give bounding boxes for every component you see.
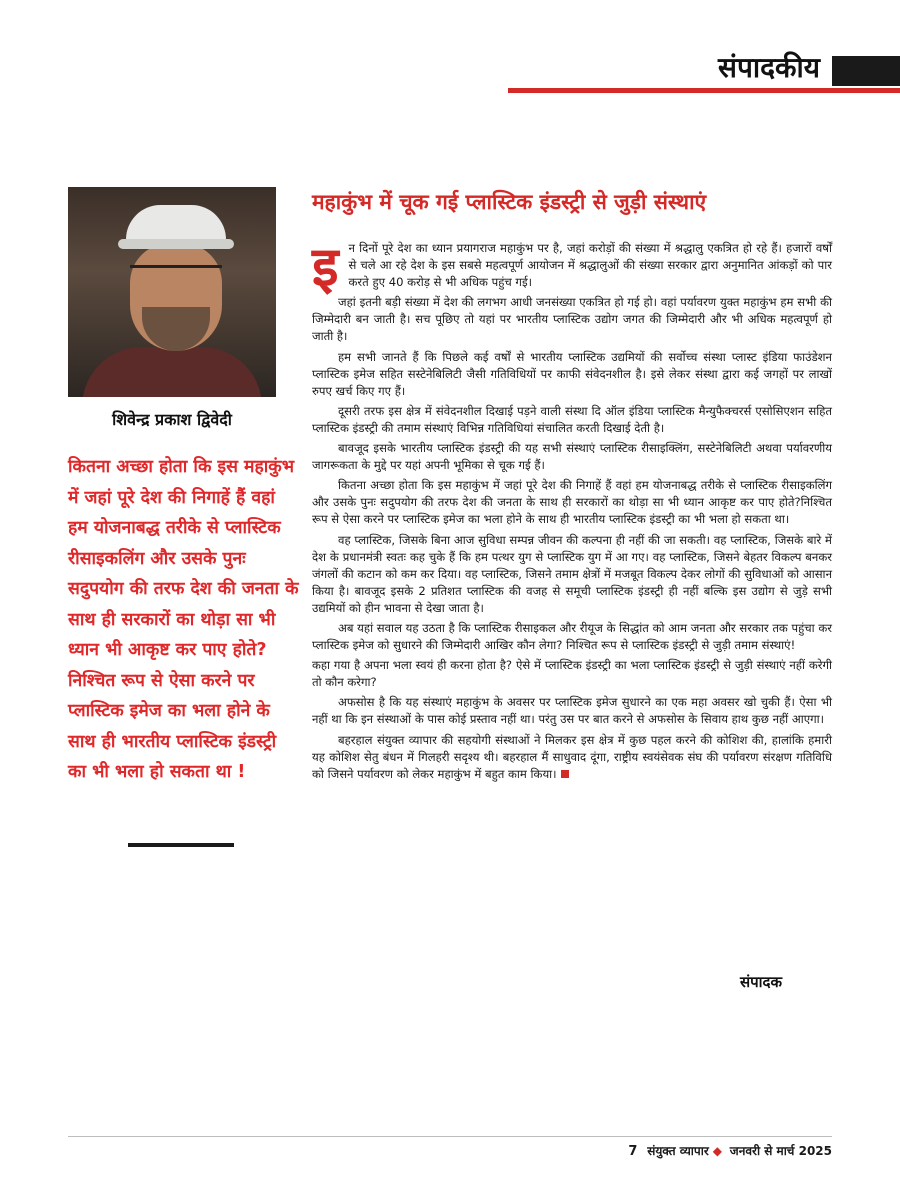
section-header xyxy=(508,48,900,94)
photo-glasses xyxy=(130,265,222,288)
end-mark-icon xyxy=(561,770,569,778)
footer-rule xyxy=(68,1136,832,1137)
page-footer xyxy=(628,1142,832,1159)
article-paragraph: जहां इतनी बड़ी संख्या में देश की लगभग आधी जनसंख्या एकत्रित हो गई हो। वहां पर्यावरण युक्त महाकुंभ हम सभी की जिम्मेदारी बन जाती है। सच पूछिए तो यहां पर भारतीय प्लास्टिक उद्योग जगत की जिम्मेदारी और भी अधिक महत्वपूर्ण हो जाती है। xyxy=(312,295,832,344)
header-block xyxy=(832,56,900,86)
photo-shirt xyxy=(82,347,262,397)
page-number: 7 xyxy=(628,1144,638,1159)
article-body xyxy=(312,235,832,786)
diamond-icon: ◆ xyxy=(712,1144,722,1158)
paragraph-text: बहरहाल संयुक्त व्यापार की सहयोगी संस्थाओं ने मिलकर इस क्षेत्र में कुछ पहल करने की कोशिश की, हालांकि हमारी यह कोशिश सेतु बंधन में गिलहरी सदृश्य थी। बहरहाल मैं साधुवाद दूंगा, राष्ट्रीय स्वयंसेवक संघ की पर्यावरण संरक्षण गतिविधि को जिसने पर्यावरण को लेकर महाकुंभ में बहुत काम किया। xyxy=(312,732,832,781)
author-name: शिवेन्द्र प्रकाश द्विवेदी xyxy=(112,410,232,429)
author-photo xyxy=(68,187,276,397)
paragraph-text: न दिनों पूरे देश का ध्यान प्रयागराज महाकुंभ पर है, जहां करोड़ों की संख्या में श्रद्धालु एकत्रित हो रहे हैं। हजारों वर्षों से चले आ रहे देश के इस सबसे महत्वपूर्ण आयोजन में श्रद्धालुओं की संख्या सरकार द्वारा अनुमानित आंकड़ों को पार करते हुए 40 करोड़ से भी अधिक पहुंच गई। xyxy=(348,241,832,290)
article-headline: महाकुंभ में चूक गई प्लास्टिक इंडस्ट्री से जुड़ी संस्थाएं xyxy=(312,190,707,214)
article-paragraph: अफसोस है कि यह संस्थाएं महाकुंभ के अवसर पर प्लास्टिक इमेज सुधारने का एक महा अवसर खो चुकी हैं। ऐसा भी नहीं था कि इन संस्थाओं के पास कोई प्रस्ताव नहीं था। परंतु उस पर बात करने से अफसोस के सिवाय हाथ कुछ नहीं आएगा। xyxy=(312,695,832,727)
article-paragraph xyxy=(312,235,832,298)
publication-name: संयुक्त व्यापार xyxy=(647,1144,709,1158)
photo-cap-brim xyxy=(118,239,234,249)
drop-cap: इ xyxy=(312,235,339,298)
article-paragraph: कितना अच्छा होता कि इस महाकुंभ में जहां पूरे देश की निगाहें हैं वहां हम योजनाबद्ध तरीके से प्लास्टिक रीसाइकलिंग और उसके पुनः सदुपयोग की तरफ देश की जनता के साथ ही सरकारों का थोड़ा सा भी ध्यान आकृष्ट कर पाए होते?निश्चित रूप से ऐसा करने पर प्लास्टिक इमेज का भला होने के साथ ही भारतीय प्लास्टिक इंडस्ट्री का भी भला हो सकता था। xyxy=(312,478,832,527)
article-paragraph: दूसरी तरफ इस क्षेत्र में संवेदनशील दिखाई पड़ने वाली संस्था दि ऑल इंडिया प्लास्टिक मैन्युफैक्चरर्स एसोसिएशन सहित प्लास्टिक इंडस्ट्री की तमाम संस्थाएं विभिन्न गतिविधियां संचालित करती दिखाई देती है। xyxy=(312,403,832,435)
pull-quote-rule xyxy=(128,843,234,847)
article-paragraph xyxy=(312,732,832,783)
section-title: संपादकीय xyxy=(718,51,820,84)
pull-quote: कितना अच्छा होता कि इस महाकुंभ में जहां पूरे देश की निगाहें हैं वहां हम योजनाबद्ध तरीके से प्लास्टिक रीसाइकलिंग और उसके पुनः सदुपयोग की तरफ देश की जनता के साथ ही सरकारों का थोड़ा सा भी ध्यान भी आकृष्ट कर पाए होते? निश्चित रूप से ऐसा करने पर प्लास्टिक इमेज का भला होने के साथ ही भारतीय प्लास्टिक इंडस्ट्री का भी भला हो सकता था ! xyxy=(68,457,299,782)
issue-date: जनवरी से मार्च 2025 xyxy=(729,1144,832,1158)
article-paragraph: बावजूद इसके भारतीय प्लास्टिक इंडस्ट्री की यह सभी संस्थाएं प्लास्टिक रीसाइक्लिंग, सस्टेनेबिलिटी अथवा पर्यावरणीय जागरूकता के मुद्दे पर यहां अपनी भूमिका से चूक गई हैं। xyxy=(312,441,832,473)
article-paragraph: वह प्लास्टिक, जिसके बिना आज सुविधा सम्पन्न जीवन की कल्पना ही नहीं की जा सकती। वह प्लास्टिक, जिसके बारे में देश के प्रधानमंत्री स्वतः कह चुके हैं कि हम पत्थर युग से प्लास्टिक युग में आ गए। वह प्लास्टिक, जिसने बेहतर विकल्प बनकर जंगलों की कटान को कम कर दिया। वह प्लास्टिक, जिसने तमाम क्षेत्रों में मजबूत विकल्प देकर लोगों की सुविधाओं को आसान किया है। बावजूद इसके 2 प्रतिशत प्लास्टिक की वजह से समूची प्लास्टिक इंडस्ट्री ही नहीं बल्कि इस उद्योग से जुड़े सभी उद्यमियों को हीन भावना से देखा जाता है। xyxy=(312,532,832,615)
header-rule xyxy=(508,88,900,93)
article-paragraph: हम सभी जानते हैं कि पिछले कई वर्षों से भारतीय प्लास्टिक उद्यमियों की सर्वोच्च संस्था प्लास्ट इंडिया फाउंडेशन प्लास्टिक इमेज सहित सस्टेनेबिलिटी जैसी गतिविधियों पर काफी संवेदनशील है। इसे लेकर संस्था द्वारा कई जगहों पर लाखों रुपए खर्च किए गए हैं। xyxy=(312,349,832,398)
editor-signoff: संपादक xyxy=(739,973,782,991)
article-paragraph: अब यहां सवाल यह उठता है कि प्लास्टिक रीसाइकल और रीयूज के सिद्धांत को आम जनता और सरकार तक पहुंचा कर प्लास्टिक इमेज को सुधारने की जिम्मेदारी आखिर कौन लेगा? निश्चित रूप से प्लास्टिक इंडस्ट्री से जुड़ी तमाम संस्थाएं! xyxy=(312,620,832,653)
article-paragraph: कहा गया है अपना भला स्वयं ही करना होता है? ऐसे में प्लास्टिक इंडस्ट्री का भला प्लास्टिक इंडस्ट्री से जुड़ी संस्थाएं नहीं करेगी तो कौन करेगा? xyxy=(312,658,832,690)
